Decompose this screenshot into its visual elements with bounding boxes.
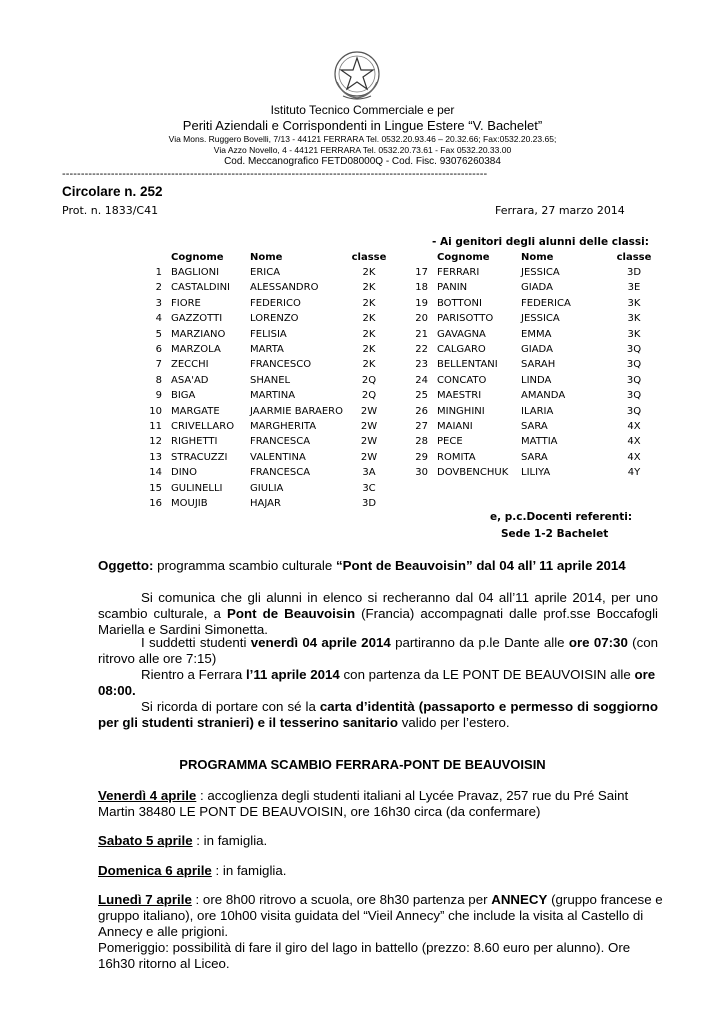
student-name: MARTINA: [250, 390, 296, 402]
student-class: 2Q: [361, 374, 377, 386]
student-class: 2W: [360, 436, 378, 448]
student-name: AMANDA: [521, 390, 566, 402]
student-class: 4X: [627, 436, 641, 448]
student-name: FRANCESCO: [250, 359, 312, 371]
subject-text: programma scambio culturale: [153, 558, 336, 573]
day-text: : in famiglia.: [211, 863, 287, 878]
student-surname: FERRARI: [437, 267, 480, 278]
student-class: 3A: [362, 467, 376, 479]
paragraph-bold: carta d’identità (passaporto e permesso di soggiorno per gli studenti stranieri) e il tesserino sanitario: [98, 699, 658, 730]
paragraph-text: con partenza da LE PONT DE BEAUVOISIN alle: [339, 667, 635, 682]
student-surname: BAGLIONI: [171, 267, 220, 278]
student-class: 3D: [626, 267, 642, 278]
student-class: 3Q: [626, 344, 642, 355]
student-name: SARAH: [521, 359, 556, 371]
program-day-3: [98, 863, 658, 879]
column-header-nome: Nome: [521, 252, 554, 263]
paragraph-documents: [98, 699, 658, 731]
row-number: 4: [155, 313, 162, 325]
student-name: LORENZO: [250, 313, 299, 325]
subject-line: [98, 558, 626, 573]
student-name: JESSICA: [521, 313, 560, 325]
day-label: Lunedì 7 aprile: [98, 892, 192, 907]
student-name: FRANCESCA: [250, 467, 311, 479]
paragraph-text: Si comunica che gli alunni in elenco si recheranno dal 04 all’11 aprile 2014, per uno scambio culturale, a: [98, 590, 658, 621]
student-name: FEDERICA: [521, 297, 571, 309]
row-number: 6: [155, 344, 162, 355]
student-name: GIADA: [521, 344, 553, 355]
paragraph-text: partiranno da p.le Dante alle: [390, 635, 569, 650]
student-class: 2W: [360, 451, 378, 463]
student-class: 2K: [362, 297, 376, 309]
student-name: MATTIA: [521, 436, 558, 448]
paragraph-text: valido per l’estero.: [398, 715, 510, 730]
student-surname: GAZZOTTI: [171, 313, 223, 325]
row-number: 11: [149, 421, 162, 432]
row-number: 17: [415, 267, 428, 278]
student-surname: PANIN: [437, 282, 468, 294]
program-day-4-afternoon: Pomeriggio: possibilità di fare il giro del lago in battello (prezzo: 8.60 euro per alunno). Ore 16h30 ritorno al Liceo.: [98, 940, 631, 971]
student-class: 2W: [360, 405, 378, 417]
paragraph-departure: [98, 635, 658, 667]
student-name: LILIYA: [521, 467, 551, 479]
school-name-line2: Periti Aziendali e Corrispondenti in Lingue Estere “V. Bachelet”: [182, 118, 543, 133]
student-surname: MAIANI: [437, 421, 473, 432]
student-surname: BELLENTANI: [437, 359, 498, 371]
student-surname: ASA'AD: [171, 374, 209, 386]
row-number: 9: [155, 390, 162, 402]
day-label: Venerdì 4 aprile: [98, 788, 197, 803]
cc-sede: Sede 1-2 Bachelet: [501, 528, 609, 540]
student-name: SHANEL: [250, 374, 291, 386]
paragraph-text: (con ritrovo alle ore 7:15): [98, 635, 659, 666]
paragraph-text: I suddetti studenti: [141, 635, 251, 650]
student-surname: RIGHETTI: [171, 436, 218, 448]
column-header-classe: classe: [616, 252, 652, 263]
row-number: 13: [149, 451, 162, 463]
row-number: 22: [415, 344, 428, 355]
student-class: 2K: [362, 359, 376, 371]
student-surname: BIGA: [171, 390, 196, 402]
row-number: 8: [155, 374, 162, 386]
student-surname: CRIVELLARO: [171, 421, 235, 432]
student-surname: DOVBENCHUK: [437, 467, 509, 479]
addressee-line: - Ai genitori degli alunni delle classi:: [432, 236, 649, 248]
student-surname: ROMITA: [437, 451, 476, 463]
student-surname: MOUJIB: [171, 498, 208, 509]
paragraph-text: Si ricorda di portare con sé la: [141, 699, 320, 714]
row-number: 29: [415, 451, 428, 463]
row-number: 24: [415, 374, 428, 386]
row-number: 19: [415, 297, 428, 309]
protocol-number: Prot. n. 1833/C41: [62, 204, 159, 217]
day-text: : in famiglia.: [192, 833, 268, 848]
day-text: : accoglienza degli studenti italiani al Lycée Pravaz, 257 rue du Pré Saint Martin 38480 LE PONT DE BEAUVOISIN, ore 16h30 circa (da confermare): [98, 788, 629, 819]
student-name: LINDA: [521, 374, 552, 386]
program-title: PROGRAMMA SCAMBIO FERRARA-PONT DE BEAUVOISIN: [179, 757, 546, 772]
row-number: 12: [149, 436, 162, 448]
address-line1: Via Mons. Ruggero Bovelli, 7/13 - 44121 FERRARA Tel. 0532.20.93.46 – 20.32.66; Fax:0532.20.23.65;: [168, 134, 557, 144]
student-surname: CASTALDINI: [171, 282, 230, 294]
student-class: 3Q: [626, 390, 642, 402]
student-name: FRANCESCA: [250, 436, 311, 448]
paragraph-bold: Pont de Beauvoisin: [226, 606, 356, 621]
student-class: 2K: [362, 313, 376, 325]
student-surname: MARZIANO: [171, 328, 226, 340]
codes-line: Cod. Meccanografico FETD08000Q - Cod. Fisc. 93076260384: [224, 156, 501, 167]
cc-teachers: e, p.c.Docenti referenti:: [490, 511, 633, 523]
row-number: 25: [415, 390, 428, 402]
paragraph-bold: ore 07:30: [568, 635, 628, 650]
day-label: Domenica 6 aprile: [98, 863, 212, 878]
student-name: ILARIA: [521, 405, 554, 417]
row-number: 21: [415, 328, 428, 340]
program-day-2: [98, 833, 658, 849]
header-separator: -----------------------------------------------------------------------------------------------------------------: [62, 168, 488, 180]
paragraph-return: [98, 667, 658, 699]
student-class: 2K: [362, 328, 376, 340]
paragraph-bold: l’11 aprile 2014: [245, 667, 340, 682]
student-name: VALENTINA: [250, 451, 306, 463]
student-surname: CALGARO: [437, 344, 486, 355]
student-surname: CONCATO: [437, 374, 487, 386]
student-name: FEDERICO: [250, 297, 301, 309]
paragraph-exchange: [98, 590, 658, 638]
address-line2: Via Azzo Novello, 4 - 44121 FERRARA Tel. 0532.20.73.61 - Fax 0532.20.33.00: [213, 145, 512, 155]
student-surname: PARISOTTO: [437, 313, 494, 325]
student-surname: MARGATE: [171, 405, 220, 417]
student-surname: STRACUZZI: [171, 451, 228, 463]
subject-title: “Pont de Beauvoisin” dal 04 all’ 11 aprile 2014: [335, 558, 626, 573]
student-surname: PECE: [437, 436, 463, 448]
row-number: 10: [149, 405, 162, 417]
row-number: 30: [415, 467, 428, 479]
student-name: HAJAR: [250, 498, 281, 509]
student-class: 4X: [627, 451, 641, 463]
student-name: ALESSANDRO: [250, 282, 319, 294]
student-surname: MARZOLA: [171, 344, 221, 355]
student-surname: MAESTRI: [437, 390, 482, 402]
column-header-cognome: Cognome: [437, 252, 490, 263]
day-label: Sabato 5 aprile: [98, 833, 193, 848]
row-number: 7: [155, 359, 162, 371]
column-header-classe: classe: [351, 252, 387, 263]
republic-emblem-icon: [329, 46, 385, 104]
student-class: 3D: [361, 498, 377, 509]
student-class: 2Q: [361, 390, 377, 402]
day-text: : ore 8h00 ritrovo a scuola, ore 8h30 partenza per: [191, 892, 492, 907]
row-number: 2: [155, 282, 162, 294]
paragraph-bold: venerdì 04 aprile 2014: [250, 635, 391, 650]
row-number: 18: [415, 282, 428, 294]
row-number: 14: [149, 467, 162, 479]
student-class: 3E: [627, 282, 641, 294]
day-bold: ANNECY: [491, 892, 548, 907]
student-name: GIADA: [521, 282, 553, 294]
student-name: SARA: [521, 421, 548, 432]
paragraph-bold: ore 08:00.: [98, 667, 656, 698]
student-surname: ZECCHI: [171, 359, 209, 371]
row-number: 1: [155, 267, 162, 278]
student-class: 2K: [362, 344, 376, 355]
row-number: 3: [155, 297, 162, 309]
row-number: 28: [415, 436, 428, 448]
paragraph-text: Rientro a Ferrara: [141, 667, 246, 682]
row-number: 23: [415, 359, 428, 371]
student-name: MARTA: [250, 344, 284, 355]
student-class: 4Y: [627, 467, 641, 479]
student-class: 3K: [627, 313, 641, 325]
student-class: 3Q: [626, 374, 642, 386]
student-surname: GULINELLI: [171, 482, 223, 494]
program-day-1: [98, 788, 658, 820]
student-class: 3K: [627, 297, 641, 309]
student-name: SARA: [521, 451, 548, 463]
place-date: Ferrara, 27 marzo 2014: [495, 204, 625, 217]
subject-label: Oggetto:: [98, 558, 154, 573]
program-day-4: [98, 892, 663, 940]
school-name-line1: Istituto Tecnico Commerciale e per: [270, 103, 455, 117]
student-class: 4X: [627, 421, 641, 432]
student-class: 3K: [627, 328, 641, 340]
day-text: (gruppo francese e gruppo italiano), ore 10h00 visita guidata del “Vieil Annecy” che include la visita al Castello di Annecy e alle prigioni.: [98, 892, 663, 939]
row-number: 15: [149, 482, 162, 494]
student-class: 3Q: [626, 359, 642, 371]
row-number: 27: [415, 421, 428, 432]
row-number: 20: [415, 313, 428, 325]
student-name: ERICA: [250, 267, 281, 278]
circolare-title: Circolare n. 252: [62, 184, 163, 199]
student-class: 2K: [362, 282, 376, 294]
paragraph-text: (Francia) accompagnati dalle prof.sse Boccafogli Mariella e Sardini Simonetta.: [98, 606, 658, 637]
row-number: 16: [149, 498, 162, 509]
student-name: FELISIA: [250, 328, 287, 340]
student-class: 3Q: [626, 405, 642, 417]
row-number: 26: [415, 405, 428, 417]
student-name: MARGHERITA: [250, 421, 317, 432]
student-surname: FIORE: [171, 297, 201, 309]
student-name: JESSICA: [521, 267, 560, 278]
row-number: 5: [155, 328, 162, 340]
student-class: 2W: [360, 421, 378, 432]
student-surname: DINO: [171, 467, 198, 479]
student-name: GIULIA: [250, 482, 284, 494]
student-name: EMMA: [521, 328, 552, 340]
column-header-cognome: Cognome: [171, 252, 224, 263]
student-class: 3C: [362, 482, 376, 494]
student-surname: MINGHINI: [437, 405, 485, 417]
student-surname: GAVAGNA: [437, 328, 486, 340]
column-header-nome: Nome: [250, 252, 283, 263]
student-class: 2K: [362, 267, 376, 278]
student-name: JAARMIE BARAERO: [250, 405, 343, 417]
student-surname: BOTTONI: [437, 297, 482, 309]
